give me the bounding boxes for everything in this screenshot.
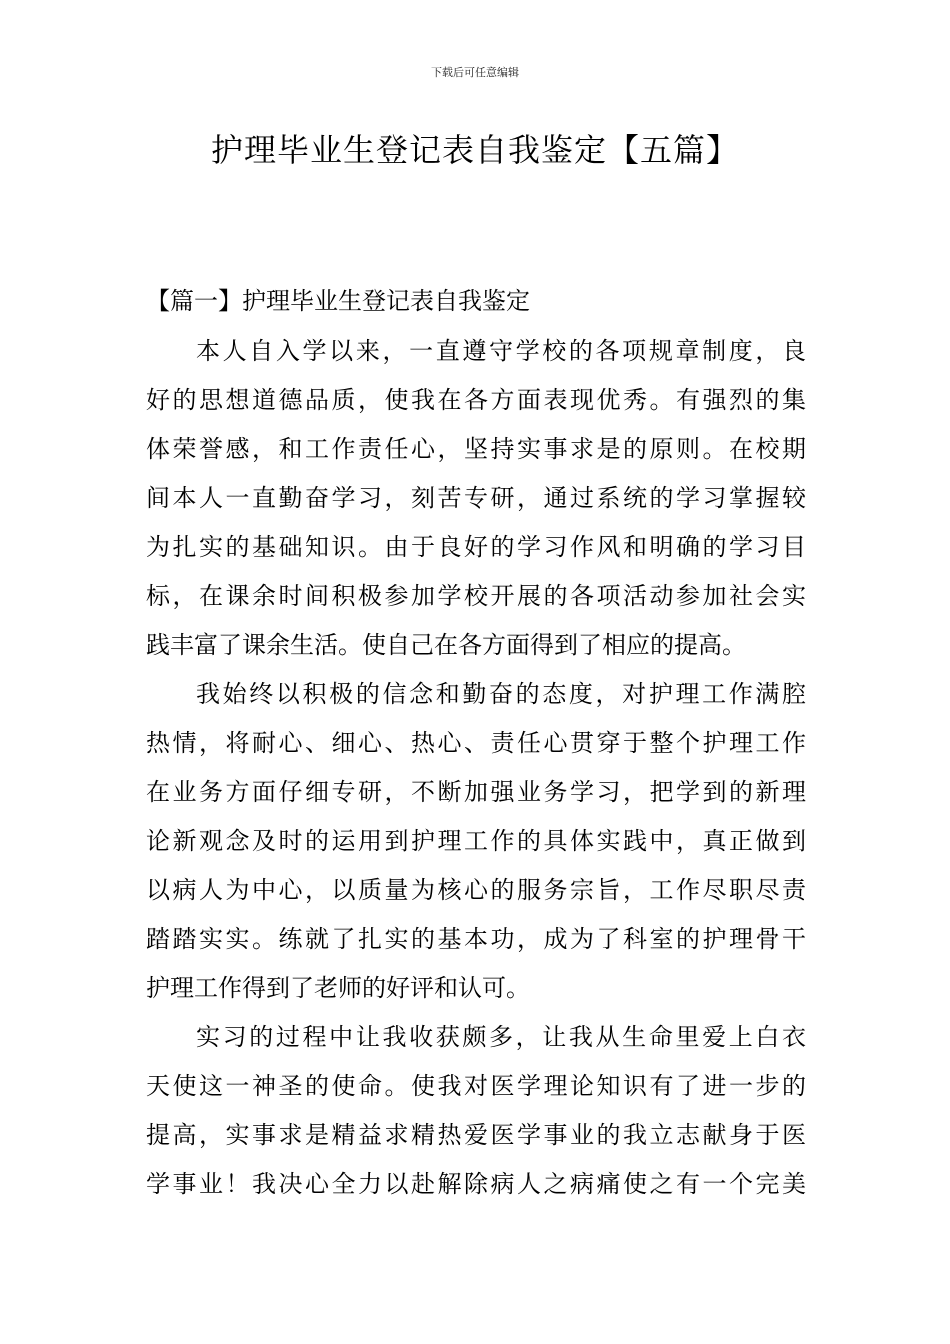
text-line: 标，在课余时间积极参加学校开展的各项活动参加社会实 (146, 582, 806, 610)
text-line: 护理工作得到了老师的好评和认可。 (146, 974, 530, 1002)
text-line: 体荣誉感，和工作责任心，坚持实事求是的原则。在校期 (146, 435, 806, 463)
text-line: 好的思想道德品质，使我在各方面表现优秀。有强烈的集 (146, 386, 806, 414)
paragraph-2 (146, 670, 806, 1013)
text-line: 论新观念及时的运用到护理工作的具体实践中，真正做到 (146, 827, 806, 855)
text-line: 提高，实事求是精益求精热爱医学事业的我立志献身于医 (146, 1121, 806, 1149)
text-line: 在业务方面仔细专研，不断加强业务学习，把学到的新理 (146, 778, 806, 806)
text-line: 本人自入学以来，一直遵守学校的各项规章制度，良 (196, 337, 806, 365)
text-line: 我始终以积极的信念和勤奋的态度，对护理工作满腔 (196, 680, 806, 708)
header-note: 下载后可任意编辑 (431, 66, 519, 79)
text-line: 间本人一直勤奋学习，刻苦专研，通过系统的学习掌握较 (146, 484, 806, 512)
section-body (146, 327, 806, 1209)
text-line: 学事业！我决心全力以赴解除病人之病痛使之有一个完美 (146, 1170, 806, 1198)
section-heading: 【篇一】护理毕业生登记表自我鉴定 (146, 287, 530, 315)
text-line: 以病人为中心，以质量为核心的服务宗旨，工作尽职尽责 (146, 876, 806, 904)
text-line: 为扎实的基础知识。由于良好的学习作风和明确的学习目 (146, 533, 806, 561)
text-line: 天使这一神圣的使命。使我对医学理论知识有了进一步的 (146, 1072, 806, 1100)
text-line: 践丰富了课余生活。使自己在各方面得到了相应的提高。 (146, 631, 746, 659)
text-line: 踏踏实实。练就了扎实的基本功，成为了科室的护理骨干 (146, 925, 806, 953)
text-line: 实习的过程中让我收获颇多，让我从生命里爱上白衣 (196, 1023, 806, 1051)
paragraph-1 (146, 327, 806, 670)
document-title: 护理毕业生登记表自我鉴定【五篇】 (210, 131, 739, 169)
paragraph-3 (146, 1013, 806, 1209)
text-line: 热情，将耐心、细心、热心、责任心贯穿于整个护理工作 (146, 729, 806, 757)
